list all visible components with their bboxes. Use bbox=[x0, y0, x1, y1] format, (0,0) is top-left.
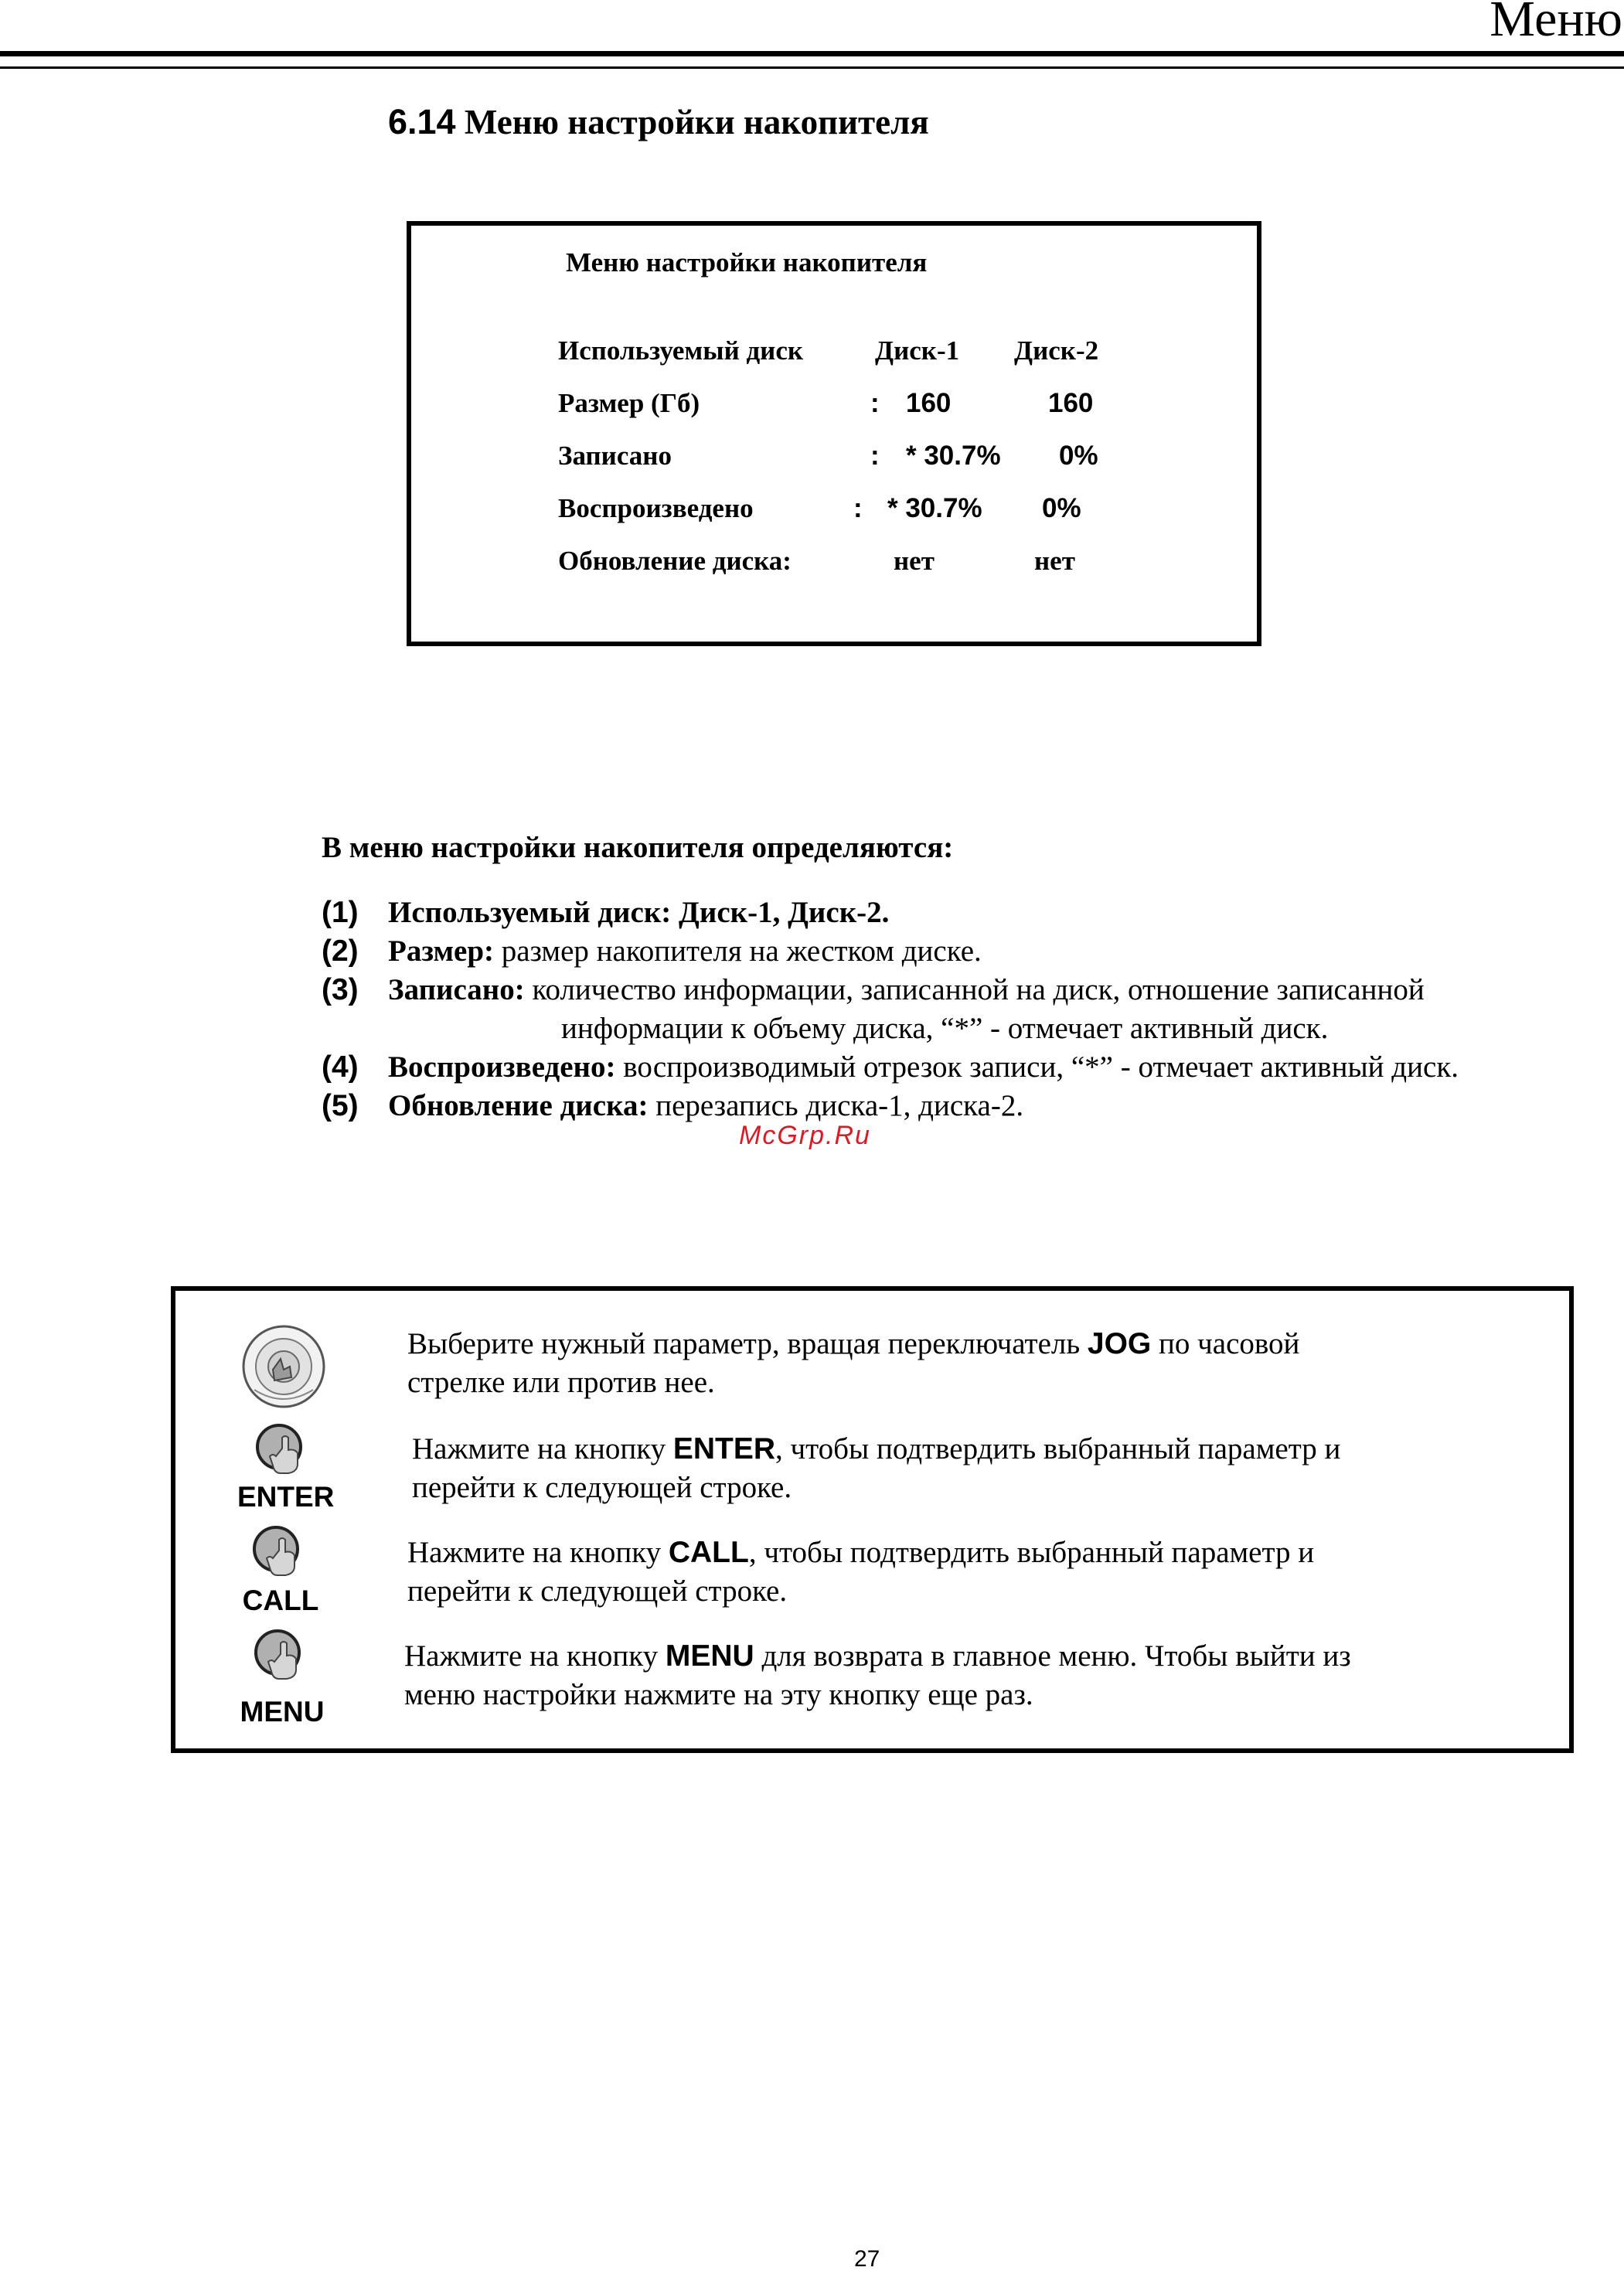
jog-dial-icon bbox=[239, 1322, 329, 1411]
item-text: воспроизводимый отрезок записи, “*” - отмечает активный диск. bbox=[623, 1050, 1459, 1084]
osd-row-used-disk bbox=[411, 335, 1257, 374]
instruction-text: стрелке или против нее. bbox=[407, 1366, 715, 1399]
call-button-icon bbox=[250, 1523, 312, 1581]
description-item bbox=[322, 972, 1425, 1007]
item-number: (1) bbox=[322, 896, 359, 929]
item-text: количество информации, записанной на диск, отношение записанной bbox=[532, 973, 1425, 1006]
description-item bbox=[322, 1088, 1023, 1123]
item-number: (4) bbox=[322, 1050, 359, 1084]
enter-button-label: ENTER bbox=[237, 1481, 335, 1513]
instruction-text: , чтобы подтвердить выбранный параметр и bbox=[748, 1536, 1315, 1569]
item-number: (2) bbox=[322, 934, 359, 968]
osd-disk1-value: нет bbox=[894, 546, 935, 576]
description-item bbox=[322, 934, 982, 968]
control-instruction-menu bbox=[404, 1637, 1351, 1714]
osd-disk2-value: 0% bbox=[1042, 493, 1081, 523]
section-heading bbox=[388, 102, 929, 142]
osd-disk1-value: 160 bbox=[906, 388, 952, 418]
item-term: Размер: bbox=[388, 934, 494, 968]
osd-row-separator: : bbox=[870, 441, 880, 471]
header-rule-thin bbox=[0, 66, 1624, 69]
instruction-text: перейти к следующей строке. bbox=[412, 1471, 792, 1504]
osd-disk2-value: 160 bbox=[1048, 388, 1094, 418]
key-name: CALL bbox=[668, 1536, 749, 1569]
item-number: (3) bbox=[322, 973, 359, 1006]
item-term: Обновление диска: bbox=[388, 1089, 649, 1122]
description-intro: В меню настройки накопителя определяются: bbox=[322, 831, 954, 864]
item-number: (5) bbox=[322, 1089, 359, 1122]
section-number: 6.14 bbox=[388, 102, 456, 141]
description-item bbox=[322, 1050, 1459, 1084]
description-item-continuation: информации к объему диска, “*” - отмечает активный диск. bbox=[561, 1012, 1329, 1045]
key-name: MENU bbox=[665, 1639, 754, 1673]
header-rule-thick bbox=[0, 51, 1624, 56]
osd-disk2-value: Диск-2 bbox=[1014, 335, 1099, 366]
control-instruction-enter bbox=[412, 1430, 1340, 1507]
instruction-text: для возврата в главное меню. Чтобы выйти из bbox=[754, 1639, 1351, 1673]
watermark: McGrp.Ru bbox=[739, 1121, 871, 1150]
key-name: ENTER bbox=[672, 1432, 776, 1466]
osd-row-recorded bbox=[411, 441, 1257, 479]
header-title: Меню bbox=[1490, 0, 1622, 47]
control-instruction-jog bbox=[407, 1325, 1299, 1402]
section-title: Меню настройки накопителя bbox=[464, 103, 929, 141]
menu-button-label: MENU bbox=[240, 1696, 325, 1728]
enter-button-icon bbox=[253, 1421, 315, 1479]
item-term: Записано: bbox=[388, 973, 525, 1006]
instruction-text: , чтобы подтвердить выбранный параметр и bbox=[775, 1432, 1341, 1466]
osd-disk1-value: Диск-1 bbox=[875, 335, 960, 366]
osd-row-size bbox=[411, 388, 1257, 427]
osd-disk2-value: нет bbox=[1034, 546, 1075, 576]
controls-box bbox=[171, 1286, 1574, 1753]
osd-screen bbox=[407, 221, 1261, 646]
osd-row-separator: : bbox=[870, 388, 880, 418]
item-term: Используемый диск: Диск-1, Диск-2. bbox=[388, 896, 890, 929]
item-text: размер накопителя на жестком диске. bbox=[501, 934, 982, 968]
call-button-label: CALL bbox=[242, 1585, 319, 1616]
page-number: 27 bbox=[854, 2246, 880, 2272]
osd-disk2-value: 0% bbox=[1059, 441, 1098, 471]
instruction-text: по часовой bbox=[1151, 1327, 1300, 1360]
osd-row-separator: : bbox=[853, 493, 863, 523]
osd-row-disk-update bbox=[411, 546, 1257, 584]
osd-row-label: Обновление диска: bbox=[558, 546, 792, 576]
osd-disk1-value: * 30.7% bbox=[887, 493, 982, 523]
osd-row-label: Воспроизведено bbox=[558, 493, 754, 523]
instruction-text: меню настройки нажмите на эту кнопку еще раз. bbox=[404, 1678, 1033, 1711]
item-text: перезапись диска-1, диска-2. bbox=[655, 1089, 1024, 1122]
control-instruction-call bbox=[407, 1534, 1314, 1611]
instruction-text: перейти к следующей строке. bbox=[407, 1574, 788, 1608]
instruction-text: Нажмите на кнопку bbox=[404, 1639, 666, 1673]
osd-row-label: Записано bbox=[558, 441, 672, 471]
osd-row-played bbox=[411, 493, 1257, 532]
item-term: Воспроизведено: bbox=[388, 1050, 616, 1084]
osd-row-label: Используемый диск bbox=[558, 335, 804, 366]
menu-button-icon bbox=[251, 1626, 313, 1685]
instruction-text: Выберите нужный параметр, вращая переключатель bbox=[407, 1327, 1088, 1360]
description-item bbox=[322, 895, 889, 930]
osd-disk1-value: * 30.7% bbox=[906, 441, 1001, 471]
osd-title: Меню настройки накопителя bbox=[566, 247, 928, 277]
instruction-text: Нажмите на кнопку bbox=[407, 1536, 669, 1569]
instruction-text: Нажмите на кнопку bbox=[412, 1432, 673, 1466]
key-name: JOG bbox=[1087, 1327, 1152, 1360]
osd-row-label: Размер (Гб) bbox=[558, 388, 700, 418]
